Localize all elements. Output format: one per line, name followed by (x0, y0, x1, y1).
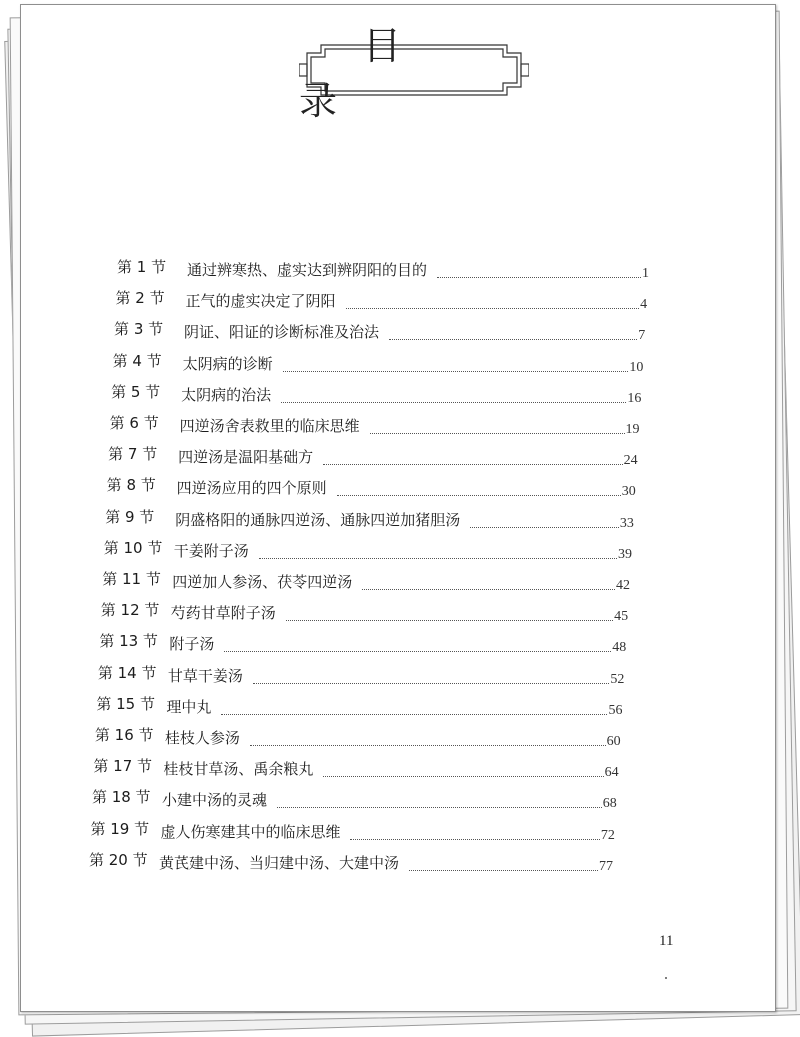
toc-page-number: 30 (621, 484, 636, 500)
toc-page-number: 45 (614, 609, 629, 625)
toc-leader (409, 859, 613, 875)
toc-section-title: 理中丸 (166, 697, 212, 716)
toc-leader (286, 609, 628, 625)
toc-section-title: 通过辨寒热、虚实达到辨阴阳的目的 (187, 261, 428, 279)
toc-page-number: 68 (602, 796, 617, 812)
toc-leader (437, 266, 649, 282)
toc-section-number: 第 14 节 (97, 663, 157, 682)
toc-section-title: 阴盛格阳的通脉四逆汤、通脉四逆加猪胆汤 (175, 510, 461, 529)
toc-entry[interactable] (108, 442, 637, 470)
toc-dotted-line (323, 776, 603, 777)
toc-section-number: 第 18 节 (91, 788, 151, 807)
toc-section-number: 第 4 节 (112, 351, 162, 370)
toc-section-number: 第 6 节 (109, 414, 159, 432)
toc-page-number: 64 (604, 765, 619, 781)
toc-section-title: 四逆加人参汤、茯苓四逆汤 (172, 573, 353, 591)
toc-dotted-line (221, 714, 607, 715)
toc-dotted-line (346, 308, 640, 309)
table-of-contents (21, 5, 775, 1011)
toc-section-number: 第 13 节 (99, 632, 158, 651)
toc-leader (224, 640, 626, 656)
toc-section-title: 芍药甘草附子汤 (170, 604, 276, 623)
toc-entry[interactable] (90, 817, 614, 845)
toc-section-title: 桂枝甘草汤、禹余粮丸 (163, 760, 314, 779)
toc-leader (281, 391, 641, 407)
toc-section-number: 第 5 节 (111, 382, 161, 401)
toc-section-title: 桂枝人参汤 (164, 729, 240, 747)
toc-dotted-line (277, 807, 602, 808)
toc-section-title: 四逆汤应用的四个原则 (176, 479, 327, 498)
toc-page-number: 7 (638, 328, 646, 344)
toc-section-number: 第 1 节 (117, 258, 167, 276)
toc-page-number: 24 (623, 453, 638, 469)
toc-entry[interactable] (99, 629, 626, 657)
toc-entry[interactable] (96, 692, 622, 720)
toc-entry[interactable] (98, 661, 625, 689)
toc-leader (389, 328, 645, 344)
toc-leader (283, 360, 644, 376)
toc-page-number: 56 (608, 702, 623, 718)
toc-leader (253, 672, 625, 688)
toc-page-number: 60 (606, 734, 621, 749)
toc-section-number: 第 8 节 (106, 476, 156, 495)
toc-section-number: 第 12 节 (100, 601, 160, 620)
toc-dotted-line (350, 839, 599, 840)
toc-leader (337, 484, 636, 500)
toc-page-number: 1 (642, 266, 649, 281)
toc-leader (370, 422, 640, 438)
toc-dotted-line (362, 589, 615, 590)
toc-dotted-line (286, 620, 613, 621)
toc-dotted-line (250, 745, 606, 746)
toc-entry[interactable] (93, 754, 618, 782)
toc-section-number: 第 3 节 (114, 320, 164, 339)
toc-leader (346, 297, 648, 313)
toc-leader (221, 703, 622, 719)
toc-entry[interactable] (102, 567, 630, 595)
document-page (20, 4, 776, 1012)
toc-dotted-line (224, 651, 611, 652)
toc-leader (323, 765, 618, 781)
toc-section-number: 第 7 节 (108, 445, 158, 464)
toc-page-number: 42 (616, 578, 631, 593)
toc-leader (323, 453, 637, 469)
toc-dotted-line (389, 339, 637, 340)
toc-entry[interactable] (111, 380, 641, 408)
toc-entry[interactable] (114, 317, 645, 345)
toc-section-title: 虚人伤寒建其中的临床思维 (160, 822, 341, 841)
toc-leader (350, 828, 614, 844)
toc-section-number: 第 2 节 (115, 289, 165, 308)
toc-dotted-line (470, 527, 619, 528)
toc-section-title: 附子汤 (169, 635, 215, 654)
toc-leader (277, 796, 617, 812)
toc-section-number: 第 19 节 (90, 819, 150, 838)
toc-page-number: 4 (640, 297, 648, 313)
toc-section-title: 四逆汤是温阳基础方 (178, 448, 314, 467)
toc-entry[interactable] (116, 286, 648, 314)
toc-leader (259, 547, 632, 563)
toc-section-number: 第 16 节 (94, 726, 154, 744)
toc-dotted-line (437, 277, 641, 278)
toc-section-title: 干姜附子汤 (173, 541, 249, 560)
toc-page-number: 10 (629, 359, 644, 375)
print-speck (665, 977, 667, 979)
toc-entry[interactable] (95, 723, 621, 751)
toc-section-number: 第 17 节 (93, 757, 153, 776)
toc-entry[interactable] (104, 536, 632, 564)
page-number: 11 (659, 933, 674, 949)
toc-section-number: 第 20 节 (89, 850, 148, 869)
toc-dotted-line (337, 495, 621, 496)
toc-section-title: 太阴病的诊断 (182, 354, 273, 373)
toc-section-title: 小建中汤的灵魂 (161, 791, 267, 810)
toc-entry[interactable] (107, 473, 636, 501)
toc-section-title: 阴证、阳证的诊断标准及治法 (184, 323, 380, 342)
toc-page-number: 48 (612, 640, 627, 656)
toc-entry[interactable] (117, 255, 649, 283)
toc-entry[interactable] (92, 785, 617, 813)
toc-entry[interactable] (101, 598, 628, 626)
toc-entry[interactable] (113, 349, 644, 377)
toc-page-number: 77 (599, 858, 613, 874)
toc-dotted-line (370, 433, 625, 434)
toc-section-title: 甘草干姜汤 (167, 666, 243, 685)
toc-page-number: 52 (610, 671, 625, 687)
toc-dotted-line (409, 870, 598, 871)
toc-entry[interactable] (110, 411, 640, 439)
page-title: 目 录 (299, 24, 466, 123)
toc-entry[interactable] (89, 848, 613, 876)
toc-dotted-line (259, 558, 617, 559)
toc-section-title: 四逆汤舍表救里的临床思维 (179, 417, 360, 435)
toc-section-number: 第 9 节 (105, 507, 155, 526)
toc-section-number: 第 15 节 (96, 694, 155, 713)
toc-section-title: 太阴病的治法 (181, 385, 272, 404)
toc-dotted-line (281, 402, 626, 403)
toc-dotted-line (323, 464, 622, 465)
toc-page-number: 72 (600, 827, 615, 843)
toc-entry[interactable] (105, 505, 634, 533)
toc-dotted-line (253, 683, 610, 684)
toc-section-number: 第 10 节 (103, 538, 163, 557)
toc-leader (250, 734, 621, 750)
toc-section-title: 黄芪建中汤、当归建中汤、大建中汤 (159, 853, 400, 872)
toc-page-number: 19 (625, 422, 640, 437)
toc-leader (470, 516, 634, 532)
toc-page-number: 33 (619, 515, 634, 531)
toc-page-number: 39 (617, 546, 632, 562)
toc-dotted-line (283, 371, 629, 372)
toc-section-number: 第 11 节 (102, 570, 161, 588)
toc-page-number: 16 (627, 390, 642, 406)
toc-leader (362, 578, 630, 594)
toc-section-title: 正气的虚实决定了阴阳 (185, 292, 336, 311)
